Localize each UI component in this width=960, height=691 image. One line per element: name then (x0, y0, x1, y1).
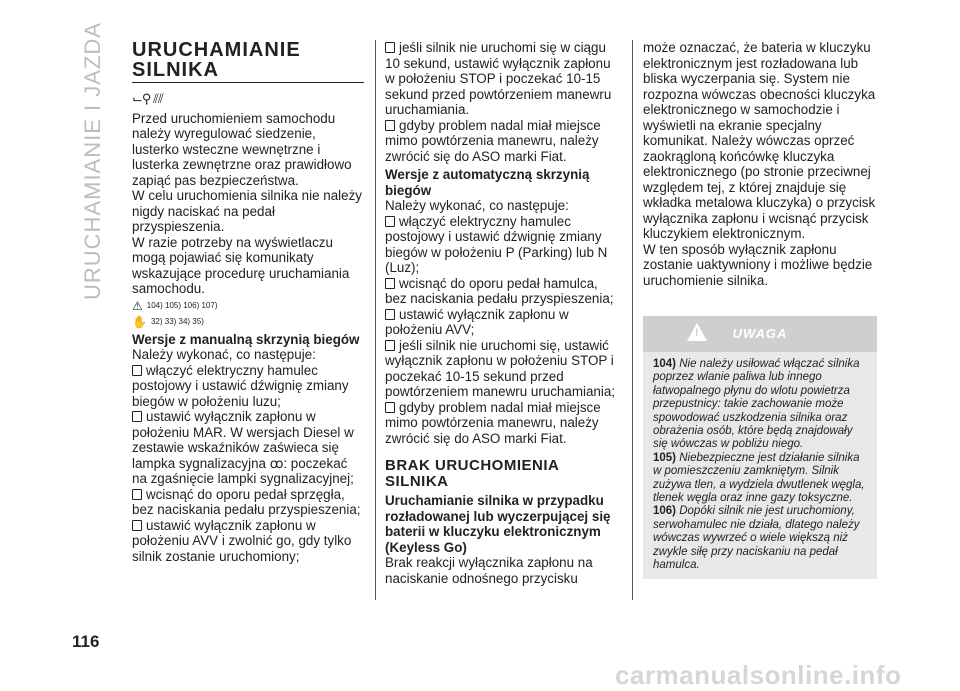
list-item: włączyć elektryczny hamulec postojowy i ustawić dźwignię zmiany biegów w położeniu luzu; (132, 363, 364, 410)
watermark: carmanualsonline.info (615, 660, 902, 690)
list-item: jeśli silnik nie uruchomi się w ciągu 10 sekund, ustawić wyłącznik zapłonu w położeniu STOP i poczekać 10-15 sekund przed powtórzeniem manewru uruchamiania. (385, 40, 617, 118)
list-item: gdyby problem nadal miał miejsce mimo powtórzenia manewru, należy zwrócić się do ASO marki Fiat. (385, 400, 617, 447)
section-side-label: URUCHAMIANIE I JAZDA (80, 22, 105, 300)
paragraph: Brak reakcji wyłącznika zapłonu na naciskanie odnośnego przycisku (385, 555, 593, 586)
subheading-automatic: Wersje z automatyczną skrzynią biegów (385, 167, 590, 198)
column-divider (375, 40, 376, 600)
warning-body (643, 352, 877, 579)
column-2 (385, 40, 617, 586)
warning-header (643, 316, 877, 352)
warning-title: UWAGA (732, 326, 788, 342)
warning-triangle-icon: ! (687, 323, 707, 341)
paragraph: Przed uruchomieniem samochodu należy wyregulować siedzenie, lusterko wsteczne wewnętrzne i lusterka zewnętrzne oraz prawidłowo zapiąć pas bezpieczeństwa. (132, 110, 352, 188)
list-item: gdyby problem nadal miał miejsce mimo powtórzenia manewru, należy zwrócić się do ASO marki Fiat. (385, 118, 617, 165)
warning-item: 105) Niebezpieczne jest działanie silnika w pomieszczeniu zamkniętym. Silnik zużywa tlen, a wydziela dwutlenek węgla, tlenek węgla oraz inne gazy toksyczne. (653, 451, 865, 505)
warning-box (643, 316, 877, 579)
paragraph: W razie potrzeby na wyświetlaczu mogą pojawiać się komunikaty wskazujące procedurę uruchamiania samochodu. (132, 234, 350, 296)
list-item: ustawić wyłącznik zapłonu w położeniu AVV i zwolnić go, gdy tylko silnik zostanie uruchomiony; (132, 518, 364, 565)
column-divider (632, 40, 633, 600)
paragraph: Należy wykonać, co następuje: (132, 347, 316, 362)
list-item: włączyć elektryczny hamulec postojowy i ustawić dźwignię zmiany biegów w położeniu P (Parking) lub N (Luz); (385, 214, 617, 276)
paragraph: Należy wykonać, co następuje: (385, 198, 569, 213)
caution-hand-icon: ✋ (132, 314, 147, 329)
paragraph: W celu uruchomienia silnika nie należy nigdy naciskać na pedał przyspieszenia. (132, 188, 362, 234)
list-item: wcisnąć do oporu pedał sprzęgła, bez naciskania pedału przyspieszenia; (132, 487, 364, 518)
paragraph: W ten sposób wyłącznik zapłonu zostanie uaktywniony i możliwe będzie uruchomienie silnika. (643, 241, 873, 288)
list-item: jeśli silnik nie uruchomi się, ustawić wyłącznik zapłonu w położeniu STOP i poczekać 10-15 sekund przed powtórzeniem manewru uruchamiania; (385, 338, 617, 400)
page-number: 116 (72, 632, 100, 651)
section-title: URUCHAMIANIE SILNIKA (132, 39, 301, 81)
subheading-manual: Wersje z manualną skrzynią biegów (132, 331, 360, 347)
subheading-keyless: Uruchamianie silnika w przypadku rozładowanej lub wyczerpującej się baterii w kluczyku elektronicznym (Keyless Go) (385, 493, 611, 555)
list-item: wcisnąć do oporu pedał hamulca, bez naciskania pedału przyspieszenia; (385, 276, 617, 307)
paragraph: może oznaczać, że bateria w kluczyku elektronicznym jest rozładowana lub bliska wyczerpania się. System nie rozpozna wówczas obecności kluczyka elektronicznego w samochodzie i wyświetli na ekranie specjalny komunikat. Należy wówczas oprzeć zaokrągloną końcówkę kluczyka elektronicznego (po stronie przeciwnej względem tej, z której znajduje się wkładka metalowa kluczyka) o przycisk wyłącznika zapłonu i wcisnąć przycisk kluczykiem elektronicznym. (643, 40, 876, 241)
column-1 (132, 40, 364, 564)
list-item: ustawić wyłącznik zapłonu w położeniu AVV; (385, 307, 617, 338)
column-3 (643, 40, 877, 579)
warning-item: 106) Dopóki silnik nie jest uruchomiony, serwohamulec nie działa, dlatego należy wówczas wywrzeć o wiele większą niż zwykle siłę przy naciskaniu na pedał hamulca. (653, 505, 860, 572)
warning-item: 104) Nie należy usiłować włączać silnika poprzez wlanie paliwa lub innego łatwopalnego płynu do wlotu powietrza przepustnicy: takie zachowanie może spowodować uszkodzenia silnika oraz obrażenia osób, które będą znajdowały się wówczas w pobliżu niego. (653, 358, 860, 451)
title-rule (132, 82, 364, 83)
list-item: ustawić wyłącznik zapłonu w położeniu MAR. W wersjach Diesel w zestawie wskaźników zaświeca się lampka sygnalizacyjna ꝏ: poczekać na zgaśnięcie lampki sygnalizacyjnej; (132, 409, 364, 487)
warning-triangle-icon: ⚠ (132, 298, 143, 313)
seat-mirror-belt-icons: ⌙⚲ ⫽⫽ (132, 91, 163, 106)
section-heading-no-start: BRAK URUCHOMIENIA SILNIKA (385, 457, 559, 490)
caution-refs: ✋ 32) 33) 34) 35) (132, 314, 204, 329)
warning-refs: ⚠ 104) 105) 106) 107) (132, 298, 218, 313)
